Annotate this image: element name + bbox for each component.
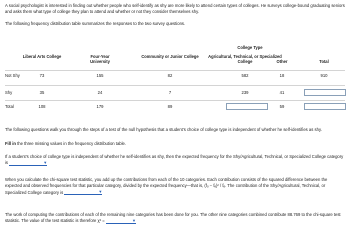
table-cell: 82	[167, 73, 173, 78]
table-cell: 239	[241, 90, 249, 95]
table-cell: 35	[39, 90, 45, 95]
expected-frequency-dropdown[interactable]	[9, 161, 47, 166]
table-rule	[5, 100, 345, 101]
contribution-question	[5, 177, 345, 196]
final-question	[5, 212, 345, 225]
table-cell: 910	[320, 73, 328, 78]
fill-instruction-bold: Fill in	[5, 141, 16, 146]
table-cell: 41	[279, 90, 285, 95]
missing-grand-total-input[interactable]	[304, 103, 346, 110]
expected-question-text: If a student’s choice of college type is independent of whether he self-identifies as shy, then the expected frequency for the Shy/Agricultural, Technical, or Specialized College category is	[5, 154, 344, 166]
fill-instruction	[5, 141, 345, 147]
missing-shy-total-input[interactable]	[304, 89, 346, 96]
table-cell: 59	[279, 104, 285, 109]
col-header-community: Community or Junior College	[141, 54, 199, 59]
contribution-text-1: When you calculate the chi-square test statistic, you add up the contributions from each of the 10 categories. Each contribution consists of the squared difference between the expected and observed frequencies for that particular category, divided by the expected frequency—that is, (fₒ − fₑ)² / fₑ. The	[5, 177, 328, 189]
row-label-total: Total	[5, 104, 14, 109]
chevron-down-icon: ▼	[98, 188, 103, 194]
question-intro: The following questions walk you through the steps of a test of the null hypothesis that a student’s choice of college type is independent of whether he self-identifies as shy.	[5, 127, 322, 132]
row-label-not-shy: Not Shy	[5, 73, 20, 78]
expected-frequency-question	[5, 154, 345, 167]
row-label-shy: Shy	[5, 90, 13, 95]
intro-paragraph: A social psychologist is interested in finding out whether people who self-identify as shy are more likely to attend certain types of colleges. He surveys college-bound graduating seniors and asks them what type of college they plan to attend and whether or not they consider themselves shy.	[5, 3, 345, 15]
table-cell: 24	[97, 90, 103, 95]
group-header: College Type	[237, 45, 263, 50]
table-cell: 18	[279, 73, 285, 78]
test-statistic-dropdown[interactable]	[106, 219, 136, 224]
col-header-other: Other	[276, 59, 288, 64]
table-rule	[5, 85, 345, 86]
table-cell: 155	[96, 73, 104, 78]
table-cell: 179	[96, 104, 104, 109]
contribution-text-2: contribution of the Shy/Agricultural, Technical, or Specialized College category is	[5, 183, 326, 195]
table-cell: 7	[168, 90, 172, 95]
col-header-liberal-arts: Liberal Arts College	[22, 54, 62, 59]
col-header-agricultural: Agricultural, Technical, or Specialized College	[208, 54, 282, 64]
col-header-total: Total	[319, 59, 329, 64]
contribution-dropdown[interactable]	[64, 190, 102, 195]
table-cell: 89	[167, 104, 173, 109]
table-cell: 73	[39, 73, 45, 78]
chevron-down-icon: ▼	[131, 217, 136, 223]
table-cell: 582	[241, 73, 249, 78]
fill-instruction-rest: the three missing values in the frequency distribution table.	[15, 141, 127, 146]
col-header-four-year: Four-Year University	[90, 54, 110, 64]
frequency-intro: The following frequency distribution table summarizes the responses to the two survey questions.	[5, 21, 186, 26]
table-rule	[5, 70, 345, 71]
final-question-text: The work of computing the contributions of each of the remaining nine categories has been done for you. The other nine categories combined contribute 88.769 to the chi-square test statistic. The value of the test statistic is therefore χ² =	[5, 212, 341, 224]
table-cell: 108	[38, 104, 46, 109]
chevron-down-icon: ▼	[43, 159, 48, 165]
